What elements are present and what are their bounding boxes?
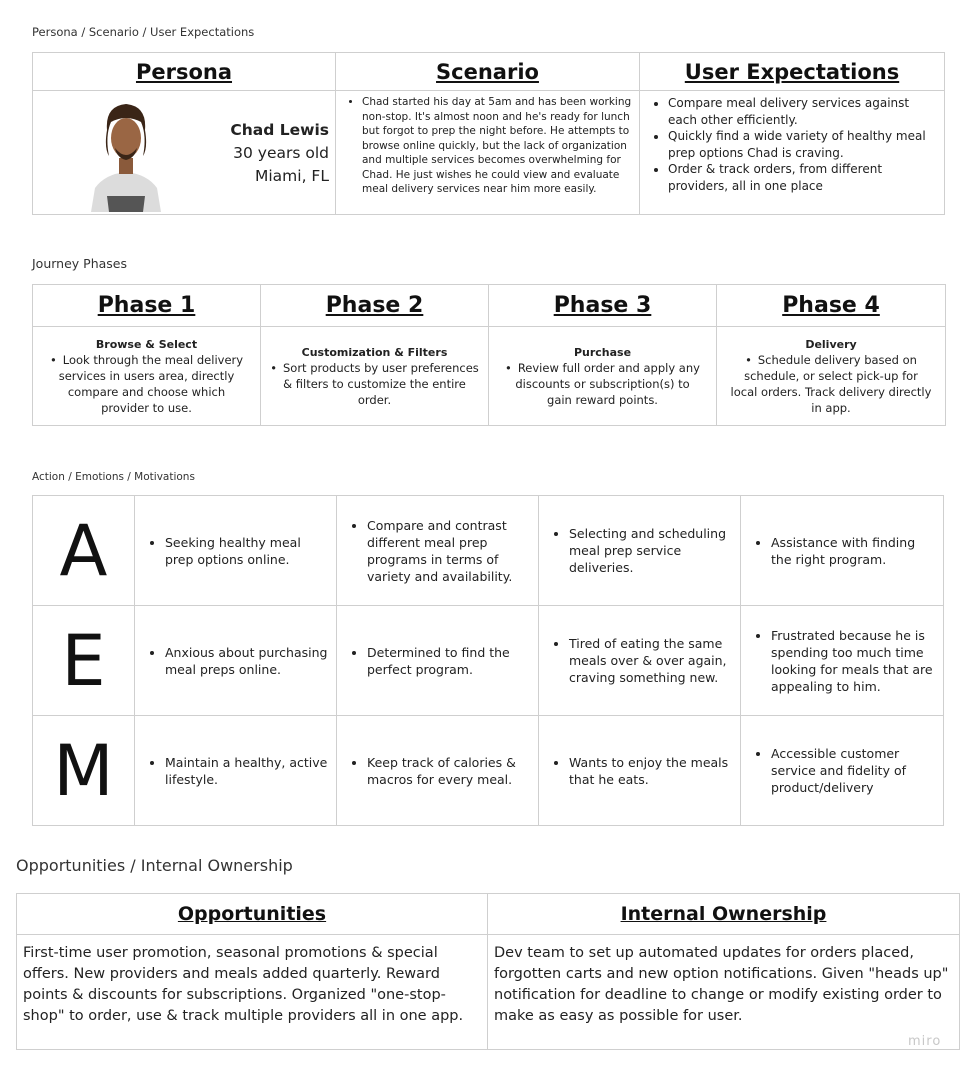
expectation-item: • Quickly find a wide variety of healthy meal prep options Chad is craving. xyxy=(668,128,940,161)
aem-item: • Accessible customer service and fidelity of product/delivery xyxy=(771,745,937,796)
aem-item: • Assistance with finding the right program. xyxy=(771,534,937,568)
miro-watermark: miro xyxy=(908,1034,942,1049)
aem-item: • Maintain a healthy, active lifestyle. xyxy=(165,754,330,788)
phase-2-header: Phase 2 xyxy=(261,285,489,327)
phase-4-body: Schedule delivery based on schedule, or select pick-up for local orders. Track delivery directly in app. xyxy=(730,352,932,415)
persona-age: 30 years old xyxy=(233,144,329,162)
expectation-item: • Compare meal delivery services against each other efficiently. xyxy=(668,95,940,128)
section-label-opportunities: Opportunities / Internal Ownership xyxy=(16,856,293,875)
phase-1-body: Look through the meal delivery services in users area, directly compare and choose which provider to use. xyxy=(58,352,244,415)
opportunities-header: Opportunities xyxy=(17,894,488,935)
phase-4-header: Phase 4 xyxy=(717,285,946,327)
persona-name: Chad Lewis xyxy=(230,121,329,139)
scenario-text: • Chad started his day at 5am and has been working non-stop. It's almost noon and he's ready for lunch but forgot to prep the night before. He attempts to browse online quickly, but the lack of organization and multiple services becomes overwhelming for Chad. He just wishes he could view and evaluate meal delivery services near him more easily. xyxy=(362,95,635,197)
phase-4-subtitle: Delivery xyxy=(805,337,857,351)
section-label-aem: Action / Emotions / Motivations xyxy=(32,471,195,483)
phase-3-cell xyxy=(489,327,717,426)
journey-phases-table xyxy=(32,284,946,426)
aem-item: • Selecting and scheduling meal prep service deliveries. xyxy=(569,525,734,576)
persona-header: Persona xyxy=(33,53,336,91)
scenario-cell xyxy=(336,91,640,215)
internal-ownership-header: Internal Ownership xyxy=(488,894,960,935)
ownership-text: Dev team to set up automated updates for orders placed, forgotten carts and new option notifications. Given "heads up" notification for deadline to change or modify existing order to make as easy as possible for user. xyxy=(488,935,960,1050)
user-expectations-header: User Expectations xyxy=(640,53,945,91)
bullet-icon: • xyxy=(270,360,277,375)
phase-2-subtitle: Customization & Filters xyxy=(301,345,448,359)
opportunities-table xyxy=(16,893,960,1050)
section-label-persona: Persona / Scenario / User Expectations xyxy=(32,25,255,39)
aem-item: • Determined to find the perfect program. xyxy=(367,644,532,678)
action-letter: A xyxy=(33,496,135,606)
aem-item: • Keep track of calories & macros for every meal. xyxy=(367,754,532,788)
bullet-icon: • xyxy=(49,352,57,367)
persona-table xyxy=(32,52,945,215)
expectations-cell xyxy=(640,91,945,215)
persona-cell xyxy=(33,91,336,215)
phase-1-header: Phase 1 xyxy=(33,285,261,327)
motivation-letter: M xyxy=(33,716,135,826)
aem-item: • Anxious about purchasing meal preps online. xyxy=(165,644,330,678)
phase-2-body: Sort products by user preferences & filters to customize the entire order. xyxy=(282,360,479,407)
phase-2-cell xyxy=(261,327,489,426)
bullet-icon: • xyxy=(505,360,512,375)
phase-3-header: Phase 3 xyxy=(489,285,717,327)
aem-table xyxy=(32,495,944,826)
scenario-header: Scenario xyxy=(336,53,640,91)
avatar xyxy=(85,100,167,210)
expectation-item: • Order & track orders, from different providers, all in one place xyxy=(668,161,940,194)
opportunities-text: First-time user promotion, seasonal promotions & special offers. New providers and meals added quarterly. Reward points & discounts for subscriptions. Organized "one-stop-shop" to order, use & track multiple providers all in one app. xyxy=(17,935,488,1050)
aem-item: • Seeking healthy meal prep options online. xyxy=(165,534,330,568)
persona-location: Miami, FL xyxy=(255,167,329,185)
phase-1-cell xyxy=(33,327,261,426)
phase-1-subtitle: Browse & Select xyxy=(95,337,198,351)
emotion-letter: E xyxy=(33,606,135,716)
phase-3-body: Review full order and apply any discounts or subscription(s) to gain reward points. xyxy=(515,360,700,407)
section-label-journey: Journey Phases xyxy=(32,256,127,271)
aem-item: • Tired of eating the same meals over & over again, craving something new. xyxy=(569,635,734,686)
phase-3-subtitle: Purchase xyxy=(573,345,632,359)
phase-4-cell xyxy=(717,327,946,426)
aem-item: • Compare and contrast different meal prep programs in terms of variety and availability. xyxy=(367,517,532,585)
aem-item: • Frustrated because he is spending too much time looking for meals that are appealing to him. xyxy=(771,627,937,695)
aem-item: • Wants to enjoy the meals that he eats. xyxy=(569,754,734,788)
bullet-icon: • xyxy=(745,352,752,367)
